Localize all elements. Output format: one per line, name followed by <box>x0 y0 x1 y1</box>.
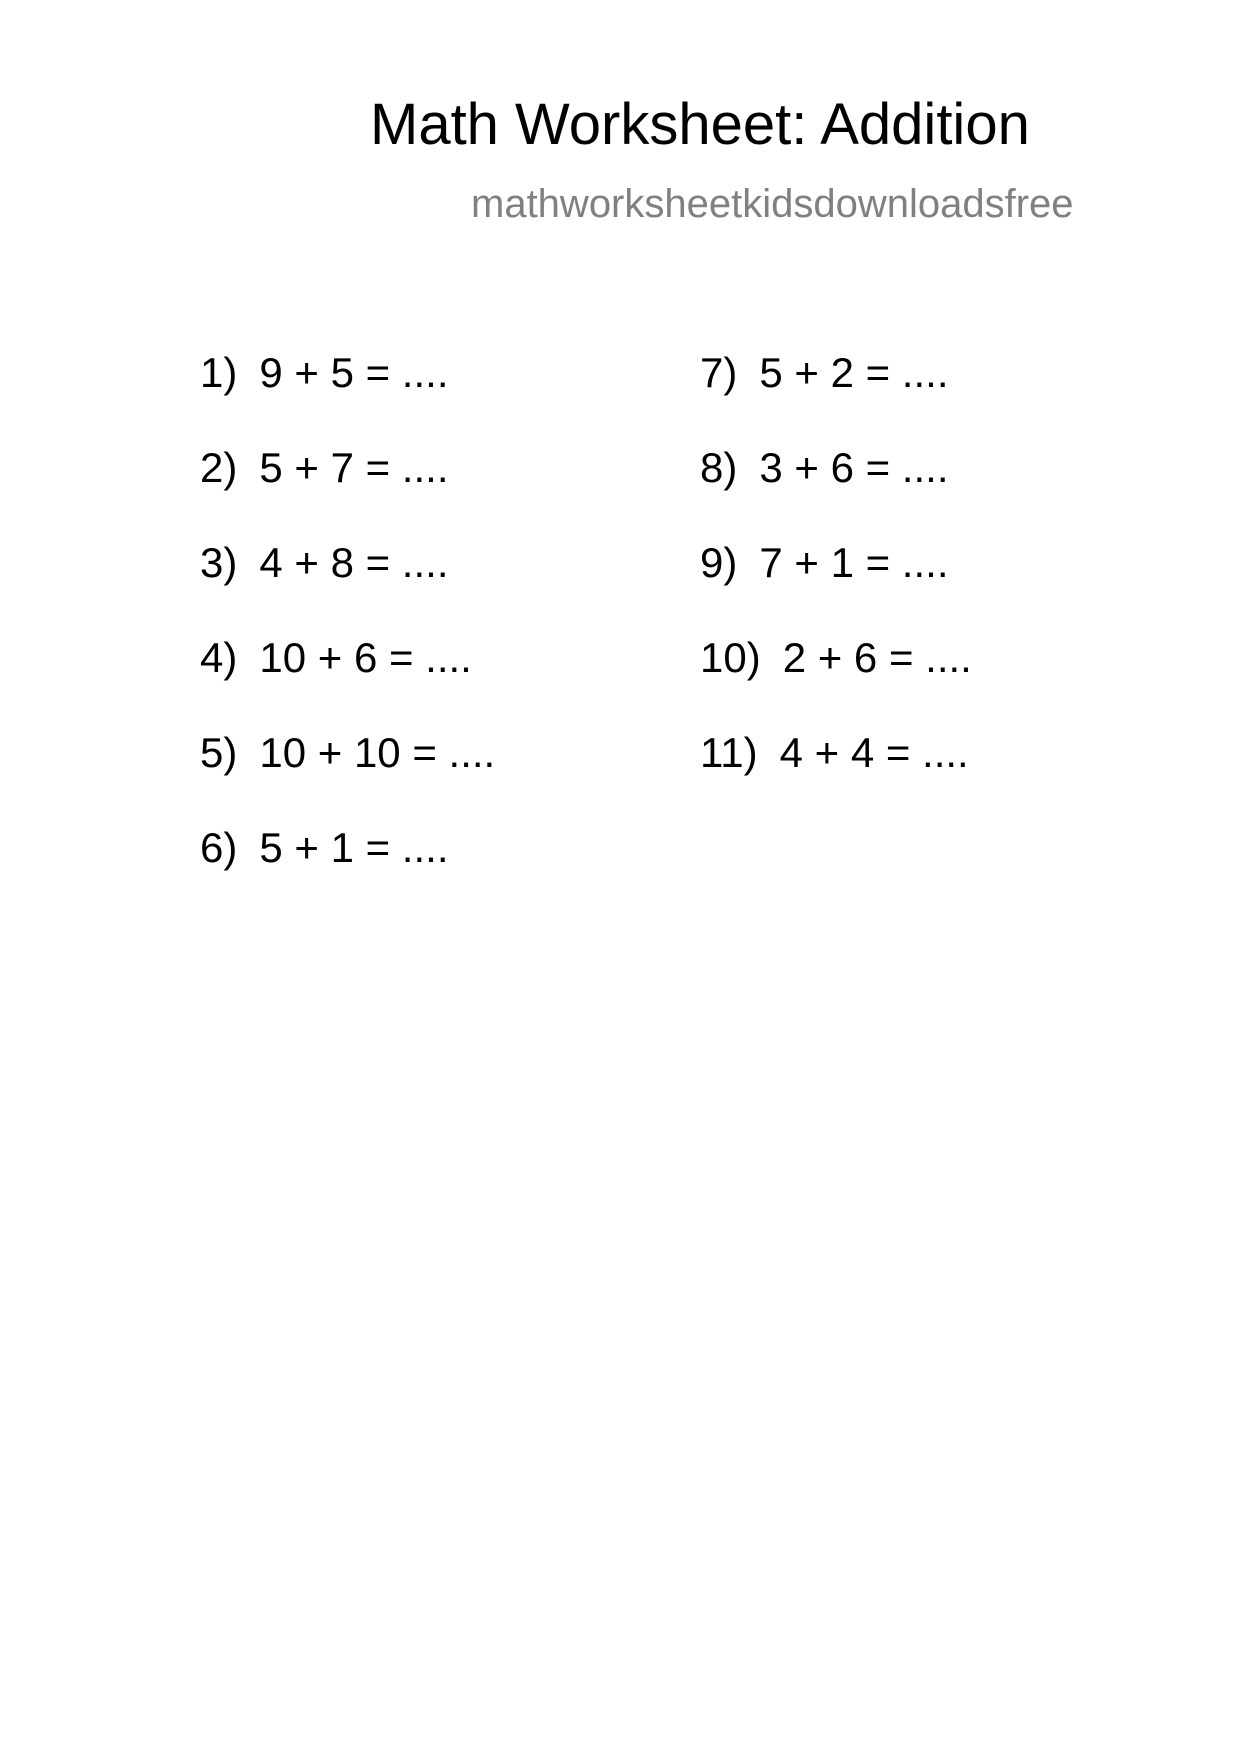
problem-item <box>700 539 949 586</box>
problem-expression: 3 + 6 = .... <box>759 444 949 491</box>
problem-number: 11) <box>700 729 758 776</box>
problem-number: 3) <box>200 539 238 586</box>
problem-item <box>700 634 972 681</box>
problem-expression: 7 + 1 = .... <box>759 539 949 586</box>
problem-item <box>200 444 449 491</box>
problem-expression: 10 + 10 = .... <box>259 729 496 776</box>
problem-number: 4) <box>200 634 238 681</box>
problem-number: 1) <box>200 349 238 396</box>
problem-expression: 4 + 8 = .... <box>259 539 449 586</box>
problem-item <box>200 729 496 776</box>
problem-expression: 5 + 1 = .... <box>259 824 449 871</box>
problem-expression: 10 + 6 = .... <box>259 634 472 681</box>
worksheet-title: Math Worksheet: Addition <box>370 92 1030 157</box>
problem-expression: 2 + 6 = .... <box>782 634 972 681</box>
problem-number: 7) <box>700 349 738 396</box>
problem-expression: 9 + 5 = .... <box>259 349 449 396</box>
problem-item <box>200 634 472 681</box>
problem-expression: 4 + 4 = .... <box>779 729 969 776</box>
problem-item <box>200 349 449 396</box>
problem-expression: 5 + 2 = .... <box>759 349 949 396</box>
source-subtitle: mathworksheetkidsdownloadsfree <box>471 182 1074 226</box>
problem-number: 10) <box>700 634 761 681</box>
problem-number: 9) <box>700 539 738 586</box>
problem-item <box>700 729 969 776</box>
problem-item <box>700 444 949 491</box>
problem-number: 6) <box>200 824 238 871</box>
problem-item <box>700 349 949 396</box>
problem-item <box>200 539 449 586</box>
problem-item <box>200 824 449 871</box>
problem-number: 5) <box>200 729 238 776</box>
problem-number: 2) <box>200 444 238 491</box>
problem-number: 8) <box>700 444 738 491</box>
problem-expression: 5 + 7 = .... <box>259 444 449 491</box>
